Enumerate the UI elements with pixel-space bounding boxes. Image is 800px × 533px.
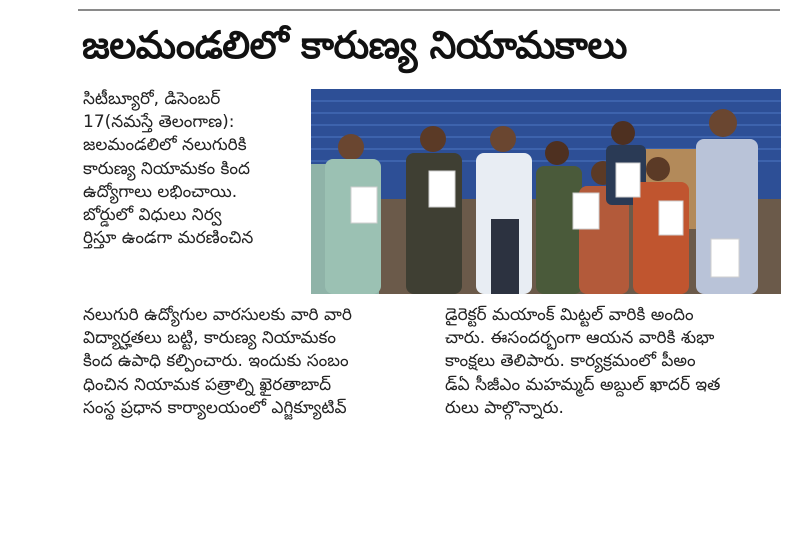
body-line: చారు. ఈసందర్భంగా ఆయన వారికి శుభా <box>445 328 715 349</box>
body-line: కింద ఉపాధి కల్పించారు. ఇందుకు సంబం <box>83 351 349 372</box>
body-line: ఉద్యోగాలు లభించాయి. <box>83 181 238 202</box>
top-rule <box>78 9 780 11</box>
body-line: జలమండలిలో నలుగురికి <box>83 135 247 156</box>
column-left-bottom <box>83 304 433 420</box>
body-line: సంస్థ ప్రధాన కార్యాలయంలో ఎగ్జిక్యూటివ్ <box>83 397 347 418</box>
headline: జలమండలిలో కారుణ్య నియామకాలు <box>82 23 627 67</box>
body-line: నలుగురి ఉద్యోగుల వారసులకు వారి వారి <box>83 305 352 325</box>
body-line: బోర్డులో విధులు నిర్వ <box>83 205 222 226</box>
body-line: ర్తిస్తూ ఉండగా మరణించిన <box>83 228 254 249</box>
body-line: ధించిన నియామక పత్రాల్ని ఖైరతాబాద్ <box>83 374 332 395</box>
body-line: డ్ఏ సీజీఎం మహమ్మద్ అబ్దుల్ ఖాదర్ ఇత <box>445 374 721 395</box>
column-left-top <box>83 88 305 250</box>
body-line: విద్యార్హతలు బట్టి, కారుణ్య నియామకం <box>83 328 337 349</box>
body-line: కారుణ్య నియామకం కింద <box>83 158 251 179</box>
body-line: కాంక్షలు తెలిపారు. కార్యక్రమంలో పీఅం <box>445 351 696 372</box>
news-photo <box>311 89 781 294</box>
body-line: 17(నమస్తే తెలంగాణ): <box>83 112 235 133</box>
body-line: రులు పాల్గొన్నారు. <box>445 397 564 418</box>
body-line: సిటీబ్యూరో, డిసెంబర్ <box>83 89 221 109</box>
body-line: డైరెక్టర్ మయాంక్ మిట్టల్ వారికి అందిం <box>445 305 694 325</box>
photo-illustration <box>311 89 781 294</box>
column-right-bottom <box>445 304 785 420</box>
